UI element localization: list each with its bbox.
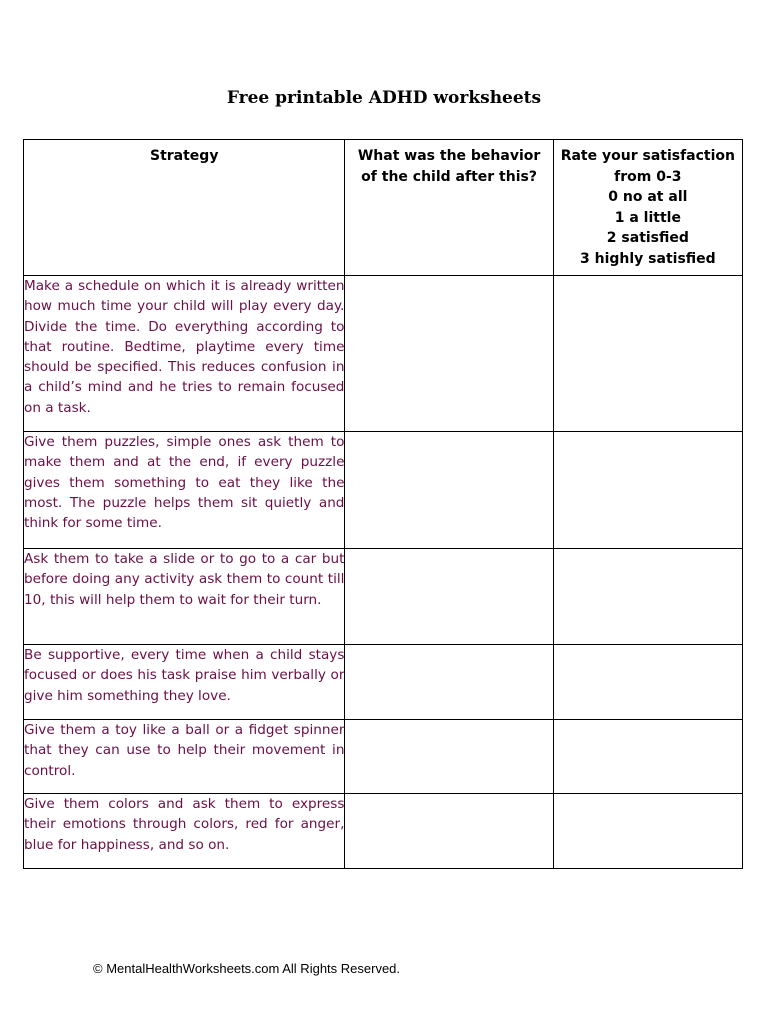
rating-cell[interactable] xyxy=(553,432,742,549)
rating-header-line: 1 a little xyxy=(614,209,681,226)
header-rating xyxy=(553,140,742,276)
strategy-cell: Be supportive, every time when a child stays focused or does his task praise him verbally or give him something they love. xyxy=(24,645,345,720)
behavior-cell[interactable] xyxy=(345,432,553,549)
header-behavior: What was the behavior of the child after this? xyxy=(345,140,553,276)
behavior-cell[interactable] xyxy=(345,794,553,869)
rating-header-line: 3 highly satisfied xyxy=(580,250,716,267)
strategy-cell: Ask them to take a slide or to go to a car but before doing any activity ask them to count till 10, this will help them to wait for their turn. xyxy=(24,549,345,645)
behavior-cell[interactable] xyxy=(345,276,553,432)
rating-cell[interactable] xyxy=(553,794,742,869)
table-row xyxy=(24,720,743,794)
rating-header-line: 2 satisfied xyxy=(606,230,689,246)
copyright-footer: © MentalHealthWorksheets.com All Rights Reserved. xyxy=(93,961,401,976)
rating-cell[interactable] xyxy=(553,720,742,794)
page-title: Free printable ADHD worksheets xyxy=(226,88,542,108)
table-row xyxy=(24,794,743,869)
behavior-cell[interactable] xyxy=(345,645,553,720)
strategy-table xyxy=(23,139,743,869)
behavior-cell[interactable] xyxy=(345,549,553,645)
table-row xyxy=(24,645,743,720)
rating-cell[interactable] xyxy=(553,276,742,432)
rating-cell[interactable] xyxy=(553,645,742,720)
table-row xyxy=(24,432,743,549)
header-row xyxy=(24,140,743,276)
strategy-cell: Make a schedule on which it is already written how much time your child will play every day. Divide the time. Do everything according to that routine. Bedtime, playtime every time should be specified. This reduces confusion in a child’s mind and he tries to remain focused on a task. xyxy=(24,276,345,432)
rating-cell[interactable] xyxy=(553,549,742,645)
strategy-cell: Give them a toy like a ball or a fidget spinner that they can use to help their movement in control. xyxy=(24,720,345,794)
rating-header-line: Rate your satisfaction xyxy=(560,148,735,164)
header-strategy: Strategy xyxy=(24,140,345,276)
behavior-cell[interactable] xyxy=(345,720,553,794)
table-row xyxy=(24,549,743,645)
strategy-cell: Give them colors and ask them to express their emotions through colors, red for anger, blue for happiness, and so on. xyxy=(24,794,345,869)
rating-header-line: 0 no at all xyxy=(608,189,688,205)
rating-header-line: from 0-3 xyxy=(614,168,682,185)
table-row xyxy=(24,276,743,432)
strategy-cell: Give them puzzles, simple ones ask them to make them and at the end, if every puzzle gives them something to eat they like the most. The puzzle helps them sit quietly and think for some time. xyxy=(24,432,345,549)
